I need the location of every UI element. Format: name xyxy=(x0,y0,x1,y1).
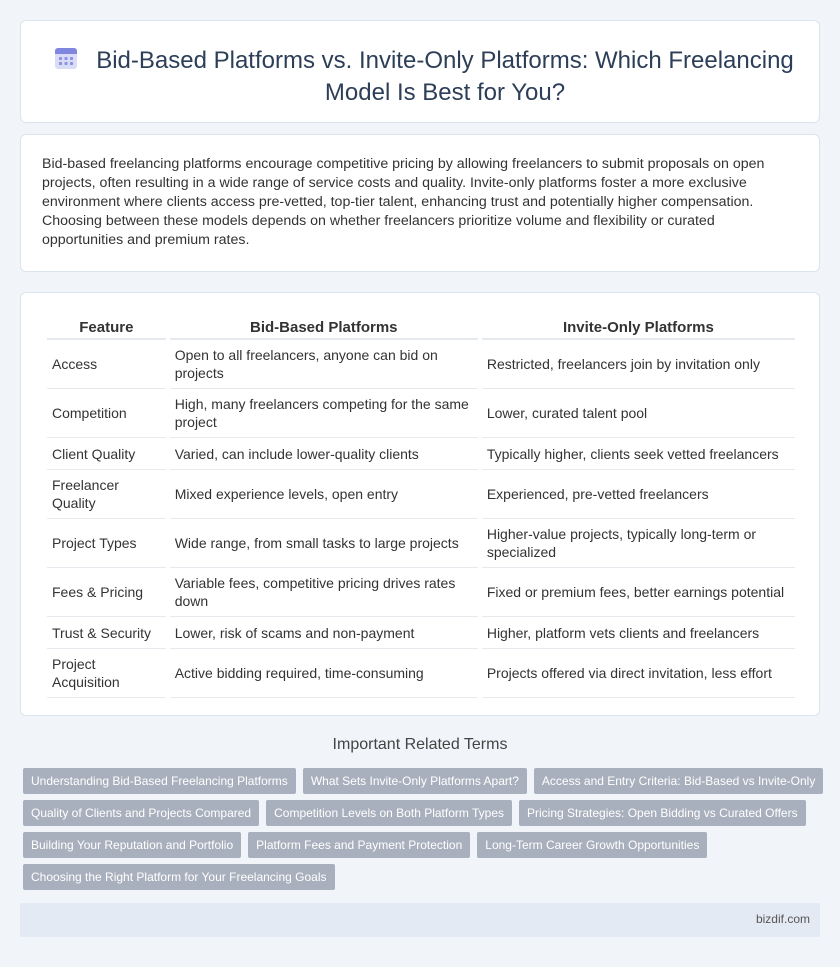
related-term-tag[interactable]: Access and Entry Criteria: Bid-Based vs Invite-Only xyxy=(534,768,823,794)
header-feature: Feature xyxy=(47,314,166,340)
related-terms-tags xyxy=(23,768,823,896)
footer xyxy=(20,903,820,937)
bid-based-cell: Wide range, from small tasks to large projects xyxy=(170,519,478,568)
table-row xyxy=(47,438,795,470)
related-term-tag[interactable]: Choosing the Right Platform for Your Freelancing Goals xyxy=(23,864,335,890)
invite-only-cell: Fixed or premium fees, better earnings potential xyxy=(482,568,795,617)
intro-card xyxy=(20,134,820,272)
invite-only-cell: Higher-value projects, typically long-term or specialized xyxy=(482,519,795,568)
table-row xyxy=(47,389,795,438)
feature-cell: Project Acquisition xyxy=(47,649,166,698)
intro-paragraph: Bid-based freelancing platforms encourage competitive pricing by allowing freelancers to submit proposals on open projects, often resulting in a wide range of service costs and quality. Invite-only platforms foster a more exclusive environment where clients access pre-vetted, top-tier talent, enhancing trust and potentially higher compensation. Choosing between these models depends on whether freelancers prioritize volume and flexibility or curated opportunities and premium rates. xyxy=(42,156,765,248)
feature-cell: Access xyxy=(47,340,166,389)
header-invite-only: Invite-Only Platforms xyxy=(482,314,795,340)
comparison-card xyxy=(20,292,820,716)
invite-only-cell: Restricted, freelancers join by invitation only xyxy=(482,340,795,389)
feature-cell: Fees & Pricing xyxy=(47,568,166,617)
related-term-tag[interactable]: Quality of Clients and Projects Compared xyxy=(23,800,259,826)
related-term-tag[interactable]: Long-Term Career Growth Opportunities xyxy=(477,832,707,858)
bid-based-cell: Active bidding required, time-consuming xyxy=(170,649,478,698)
table-row xyxy=(47,470,795,519)
bid-based-cell: Mixed experience levels, open entry xyxy=(170,470,478,519)
table-row xyxy=(47,649,795,698)
invite-only-cell: Higher, platform vets clients and freelancers xyxy=(482,617,795,649)
feature-cell: Project Types xyxy=(47,519,166,568)
table-row xyxy=(47,617,795,649)
footer-site-link[interactable]: bizdif.com xyxy=(755,912,810,926)
table-row xyxy=(47,568,795,617)
invite-only-cell: Experienced, pre-vetted freelancers xyxy=(482,470,795,519)
related-term-tag[interactable]: Pricing Strategies: Open Bidding vs Curated Offers xyxy=(519,800,806,826)
comparison-table xyxy=(43,314,799,698)
header-bid-based: Bid-Based Platforms xyxy=(170,314,478,340)
invite-only-cell: Typically higher, clients seek vetted freelancers xyxy=(482,438,795,470)
related-term-tag[interactable]: What Sets Invite-Only Platforms Apart? xyxy=(303,768,527,794)
table-header-row xyxy=(47,314,795,340)
related-term-tag[interactable]: Platform Fees and Payment Protection xyxy=(248,832,470,858)
feature-cell: Competition xyxy=(47,389,166,438)
related-terms-title: Important Related Terms xyxy=(332,736,508,753)
invite-only-cell: Projects offered via direct invitation, less effort xyxy=(482,649,795,698)
feature-cell: Freelancer Quality xyxy=(47,470,166,519)
bid-based-cell: Variable fees, competitive pricing drives rates down xyxy=(170,568,478,617)
related-term-tag[interactable]: Understanding Bid-Based Freelancing Platforms xyxy=(23,768,296,794)
table-row xyxy=(47,519,795,568)
bid-based-cell: Varied, can include lower-quality clients xyxy=(170,438,478,470)
feature-cell: Client Quality xyxy=(47,438,166,470)
page-title: Bid-Based Platforms vs. Invite-Only Platforms: Which Freelancing Model Is Best for You? xyxy=(96,47,794,106)
related-term-tag[interactable]: Competition Levels on Both Platform Types xyxy=(266,800,512,826)
invite-only-cell: Lower, curated talent pool xyxy=(482,389,795,438)
bid-based-cell: High, many freelancers competing for the same project xyxy=(170,389,478,438)
bid-based-cell: Lower, risk of scams and non-payment xyxy=(170,617,478,649)
title-card xyxy=(20,20,820,123)
feature-cell: Trust & Security xyxy=(47,617,166,649)
related-term-tag[interactable]: Building Your Reputation and Portfolio xyxy=(23,832,241,858)
bid-based-cell: Open to all freelancers, anyone can bid on projects xyxy=(170,340,478,389)
table-row xyxy=(47,340,795,389)
